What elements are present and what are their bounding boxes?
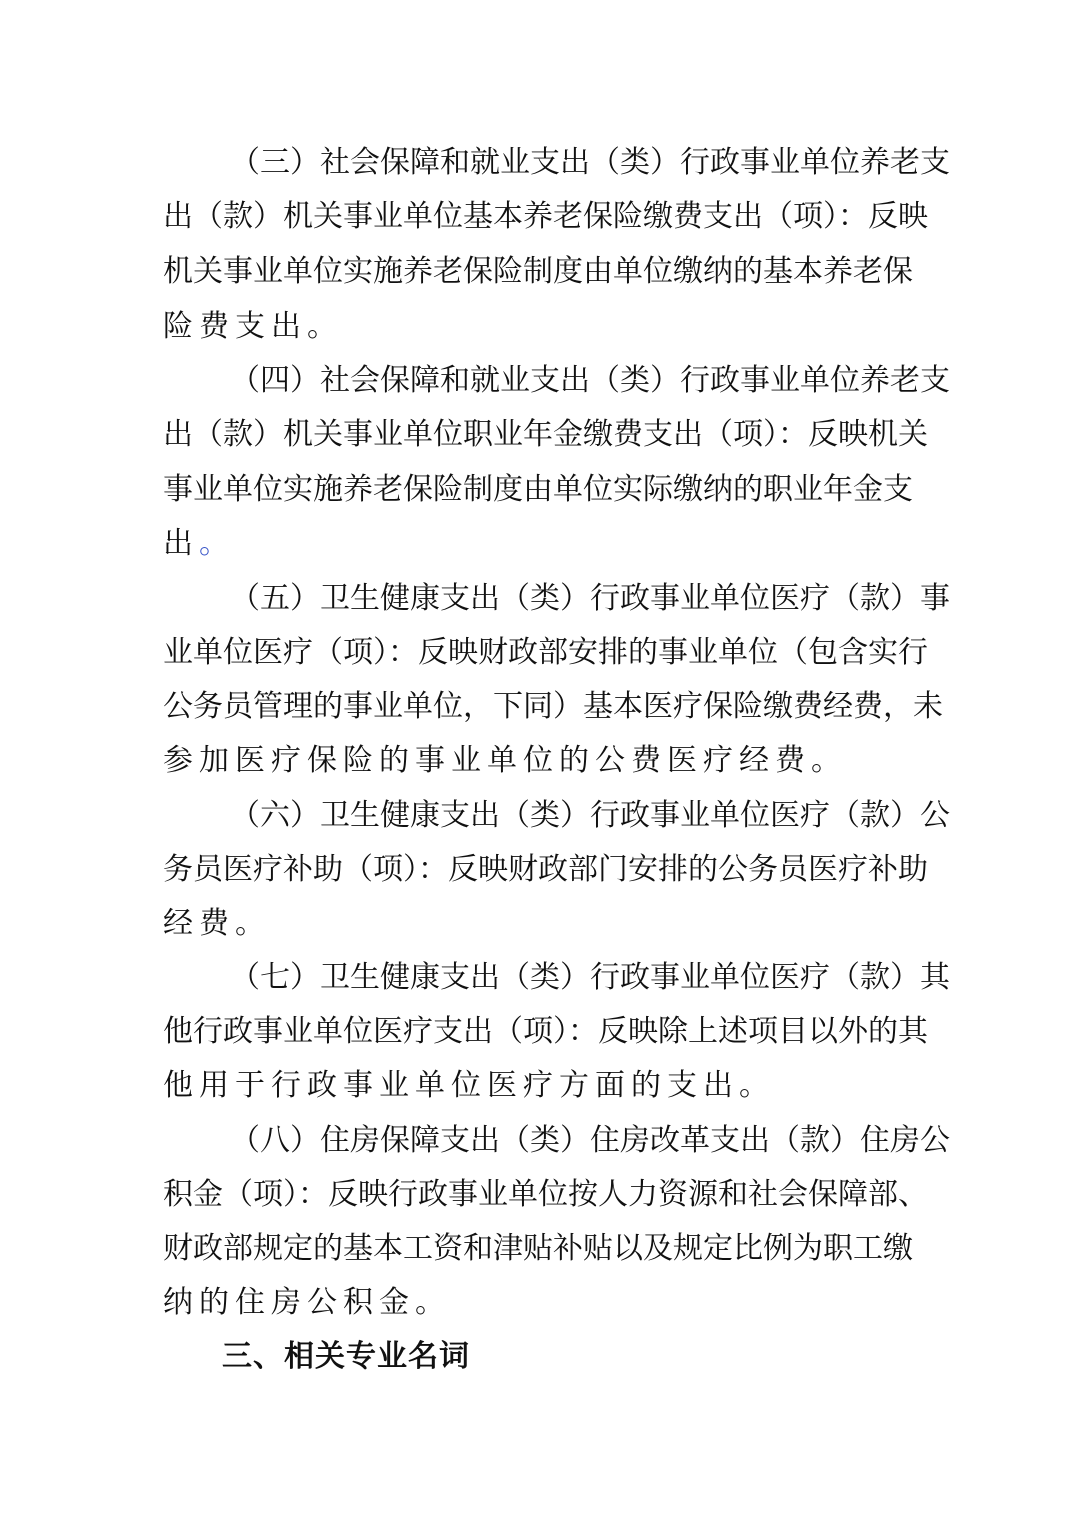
paragraph-4-line-1: （四）社会保障和就业支出（类）行政事业单位养老支 (230, 363, 950, 398)
paragraph-3-line-3: 机关事业单位实施养老保险制度由单位缴纳的基本养老保 (163, 254, 913, 289)
paragraph-3-line-1: （三）社会保障和就业支出（类）行政事业单位养老支 (230, 145, 950, 180)
section-heading: 三、相关专业名词 (222, 1339, 470, 1374)
paragraph-8-line-1: （八）住房保障支出（类）住房改革支出（款）住房公 (230, 1123, 950, 1158)
paragraph-6-line-2: 务员医疗补助（项）：反映财政部门安排的公务员医疗补助 (163, 852, 928, 887)
paragraph-4-line-2: 出（款）机关事业单位职业年金缴费支出（项）：反映机关 (163, 417, 928, 452)
paragraph-7-line-2: 他行政事业单位医疗支出（项）：反映除上述项目以外的其 (163, 1014, 928, 1049)
paragraph-4-line-3: 事业单位实施养老保险制度由单位实际缴纳的职业年金支 (163, 472, 913, 507)
paragraph-4-line-4 (163, 524, 911, 564)
paragraph-5-line-4: 参加医疗保险的事业单位的公费医疗经费。 (163, 743, 847, 778)
paragraph-8-line-4: 纳的住房公积金。 (163, 1285, 451, 1320)
paragraph-4-line-4-text: 出 (163, 526, 199, 561)
paragraph-5-line-1: （五）卫生健康支出（类）行政事业单位医疗（款）事 (230, 581, 950, 616)
paragraph-5-line-2: 业单位医疗（项）：反映财政部安排的事业单位（包含实行 (163, 635, 928, 670)
paragraph-8-line-3: 财政部规定的基本工资和津贴补贴以及规定比例为职工缴 (163, 1231, 913, 1266)
paragraph-3-line-4: 险费支出。 (163, 309, 343, 344)
paragraph-3-line-2: 出（款）机关事业单位基本养老保险缴费支出（项）：反映 (163, 199, 928, 234)
paragraph-6-line-3: 经费。 (163, 906, 271, 941)
paragraph-6-line-1: （六）卫生健康支出（类）行政事业单位医疗（款）公 (230, 798, 950, 833)
paragraph-4-trailing-mark: 。 (199, 526, 235, 561)
paragraph-5-line-3: 公务员管理的事业单位，下同）基本医疗保险缴费经费，未 (163, 689, 943, 724)
paragraph-8-line-2: 积金（项）：反映行政事业单位按人力资源和社会保障部、 (163, 1177, 928, 1212)
paragraph-7-line-3: 他用于行政事业单位医疗方面的支出。 (163, 1068, 775, 1103)
paragraph-7-line-1: （七）卫生健康支出（类）行政事业单位医疗（款）其 (230, 960, 950, 995)
